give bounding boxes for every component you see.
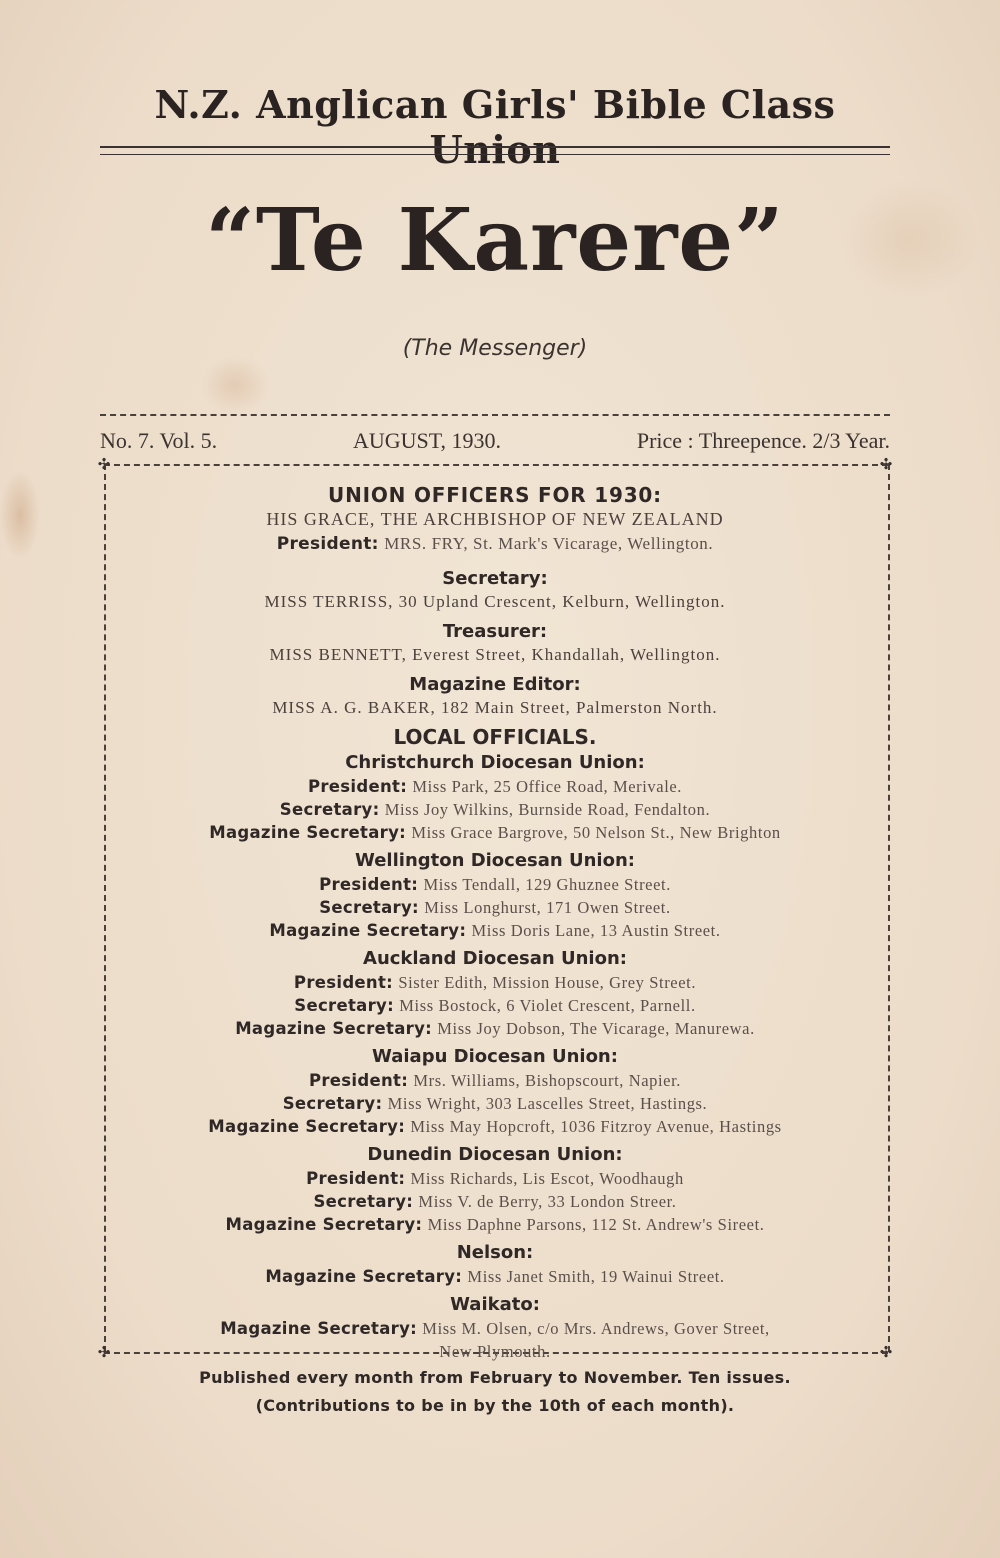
official-details: Miss Joy Wilkins, Burnside Road, Fendalton. (384, 800, 711, 819)
issue-number: No. 7. Vol. 5. (100, 428, 218, 453)
secretary-heading: Secretary: (442, 568, 548, 589)
union-name: Dunedin Diocesan Union: (367, 1144, 623, 1165)
treasurer-value: MISS BENNETT, Everest Street, Khandallah, Wellington. (269, 645, 721, 664)
union-block (110, 751, 880, 844)
issue-date: AUGUST, 1930. (352, 428, 502, 453)
union-name: Christchurch Diocesan Union: (345, 752, 645, 773)
official-details: Miss Tendall, 129 Ghuznee Street. (423, 875, 671, 894)
official-details: Miss Longhurst, 171 Owen Street. (424, 898, 671, 917)
issue-line (100, 428, 890, 454)
official-details: Miss Bostock, 6 Violet Crescent, Parnell. (399, 996, 696, 1015)
official-details: Miss M. Olsen, c/o Mrs. Andrews, Gover Street, (422, 1319, 770, 1338)
official-role: President: (306, 1169, 406, 1188)
official-row (110, 971, 880, 994)
official-row (110, 1017, 880, 1040)
union-name: Auckland Diocesan Union: (363, 948, 627, 969)
official-details: Miss Daphne Parsons, 112 St. Andrew's Sireet. (427, 1215, 765, 1234)
official-row (110, 1317, 880, 1340)
official-row (110, 1092, 880, 1115)
union-name: Nelson: (456, 1242, 534, 1263)
official-role: Secretary: (279, 800, 380, 819)
official-details: Miss Janet Smith, 19 Wainui Street. (467, 1267, 725, 1286)
official-details: Miss Wright, 303 Lascelles Street, Hastings. (387, 1094, 708, 1113)
official-details: Miss Grace Bargrove, 50 Nelson St., New Brighton (411, 823, 781, 842)
magazine-title: “Te Karere” (205, 190, 785, 291)
publication-footer (100, 1364, 890, 1420)
official-details: Miss V. de Berry, 33 London Streer. (418, 1192, 677, 1211)
officers-list (110, 482, 880, 1363)
local-heading: LOCAL OFFICIALS. (393, 725, 597, 749)
official-row (110, 1167, 880, 1190)
official-row (110, 821, 880, 844)
ornament-icon: ✣ (97, 455, 111, 473)
official-row (110, 994, 880, 1017)
patron-line: HIS GRACE, THE ARCHBISHOP OF NEW ZEALAND (266, 509, 724, 529)
foxing-stain (200, 355, 270, 415)
official-row (110, 798, 880, 821)
official-role: Secretary: (313, 1192, 414, 1211)
foxing-stain (0, 470, 40, 560)
editor-value: MISS A. G. BAKER, 182 Main Street, Palmerston North. (272, 698, 718, 717)
official-row (110, 1069, 880, 1092)
official-role: Magazine Secretary: (209, 823, 407, 842)
treasurer-heading: Treasurer: (442, 621, 548, 642)
union-block (110, 1241, 880, 1288)
ornament-icon: ✣ (97, 1343, 111, 1361)
president-row (110, 530, 880, 558)
official-row (110, 1265, 880, 1288)
official-role: Secretary: (282, 1094, 383, 1113)
official-role: President: (293, 973, 394, 992)
official-role: Secretary: (319, 898, 419, 917)
local-unions (110, 751, 880, 1363)
president-label: President: (276, 534, 379, 554)
issue-price: Price : Threepence. 2/3 Year. (636, 428, 890, 453)
union-block (110, 1293, 880, 1363)
official-role: President: (319, 875, 419, 894)
secretary-value: MISS TERRISS, 30 Upland Crescent, Kelburn, Wellington. (264, 592, 726, 611)
official-details: Mrs. Williams, Bishopscourt, Napier. (413, 1071, 682, 1090)
official-details: Miss May Hopcroft, 1036 Fitzroy Avenue, Hastings (410, 1117, 782, 1136)
section-heading: UNION OFFICERS FOR 1930: (328, 483, 662, 507)
union-block (110, 1045, 880, 1138)
masthead-rule (100, 146, 890, 155)
official-details: Miss Richards, Lis Escot, Woodhaugh (410, 1169, 684, 1188)
union-block (110, 849, 880, 942)
editor-heading: Magazine Editor: (409, 674, 581, 695)
official-role: Magazine Secretary: (269, 921, 467, 940)
union-title: N.Z. Anglican Girls' Bible Class Union (154, 82, 836, 172)
union-name: Waiapu Diocesan Union: (372, 1046, 618, 1067)
footer-line-2: (Contributions to be in by the 10th of each month). (255, 1396, 735, 1415)
official-role: Magazine Secretary: (225, 1215, 423, 1234)
magazine-subtitle: (The Messenger) (402, 336, 588, 361)
official-details: Miss Park, 25 Office Road, Merivale. (412, 777, 683, 796)
official-role: Magazine Secretary: (265, 1267, 463, 1286)
footer-line-1: Published every month from February to November. Ten issues. (199, 1368, 791, 1387)
official-details-continued: New Plymouth. (439, 1342, 551, 1361)
official-row (110, 919, 880, 942)
official-row (110, 775, 880, 798)
official-role: Secretary: (294, 996, 394, 1015)
official-row (110, 1190, 880, 1213)
official-role: President: (307, 777, 408, 796)
official-role: President: (308, 1071, 409, 1090)
official-row (110, 1213, 880, 1236)
official-row (110, 896, 880, 919)
official-row (110, 1115, 880, 1138)
official-details: Sister Edith, Mission House, Grey Street. (398, 973, 697, 992)
president-value: MRS. FRY, St. Mark's Vicarage, Wellington. (384, 534, 714, 553)
official-details: Miss Joy Dobson, The Vicarage, Manurewa. (437, 1019, 755, 1038)
official-role: Magazine Secretary: (235, 1019, 433, 1038)
official-role: Magazine Secretary: (208, 1117, 406, 1136)
ornament-icon: ✣ (879, 455, 893, 473)
union-block (110, 1143, 880, 1236)
union-name: Waikato: (450, 1294, 540, 1315)
divider-rule (100, 414, 890, 416)
official-role: Magazine Secretary: (220, 1319, 418, 1338)
official-row (110, 873, 880, 896)
ornament-icon: ✣ (879, 1343, 893, 1361)
union-name: Wellington Diocesan Union: (355, 850, 635, 871)
union-block (110, 947, 880, 1040)
official-details: Miss Doris Lane, 13 Austin Street. (471, 921, 721, 940)
